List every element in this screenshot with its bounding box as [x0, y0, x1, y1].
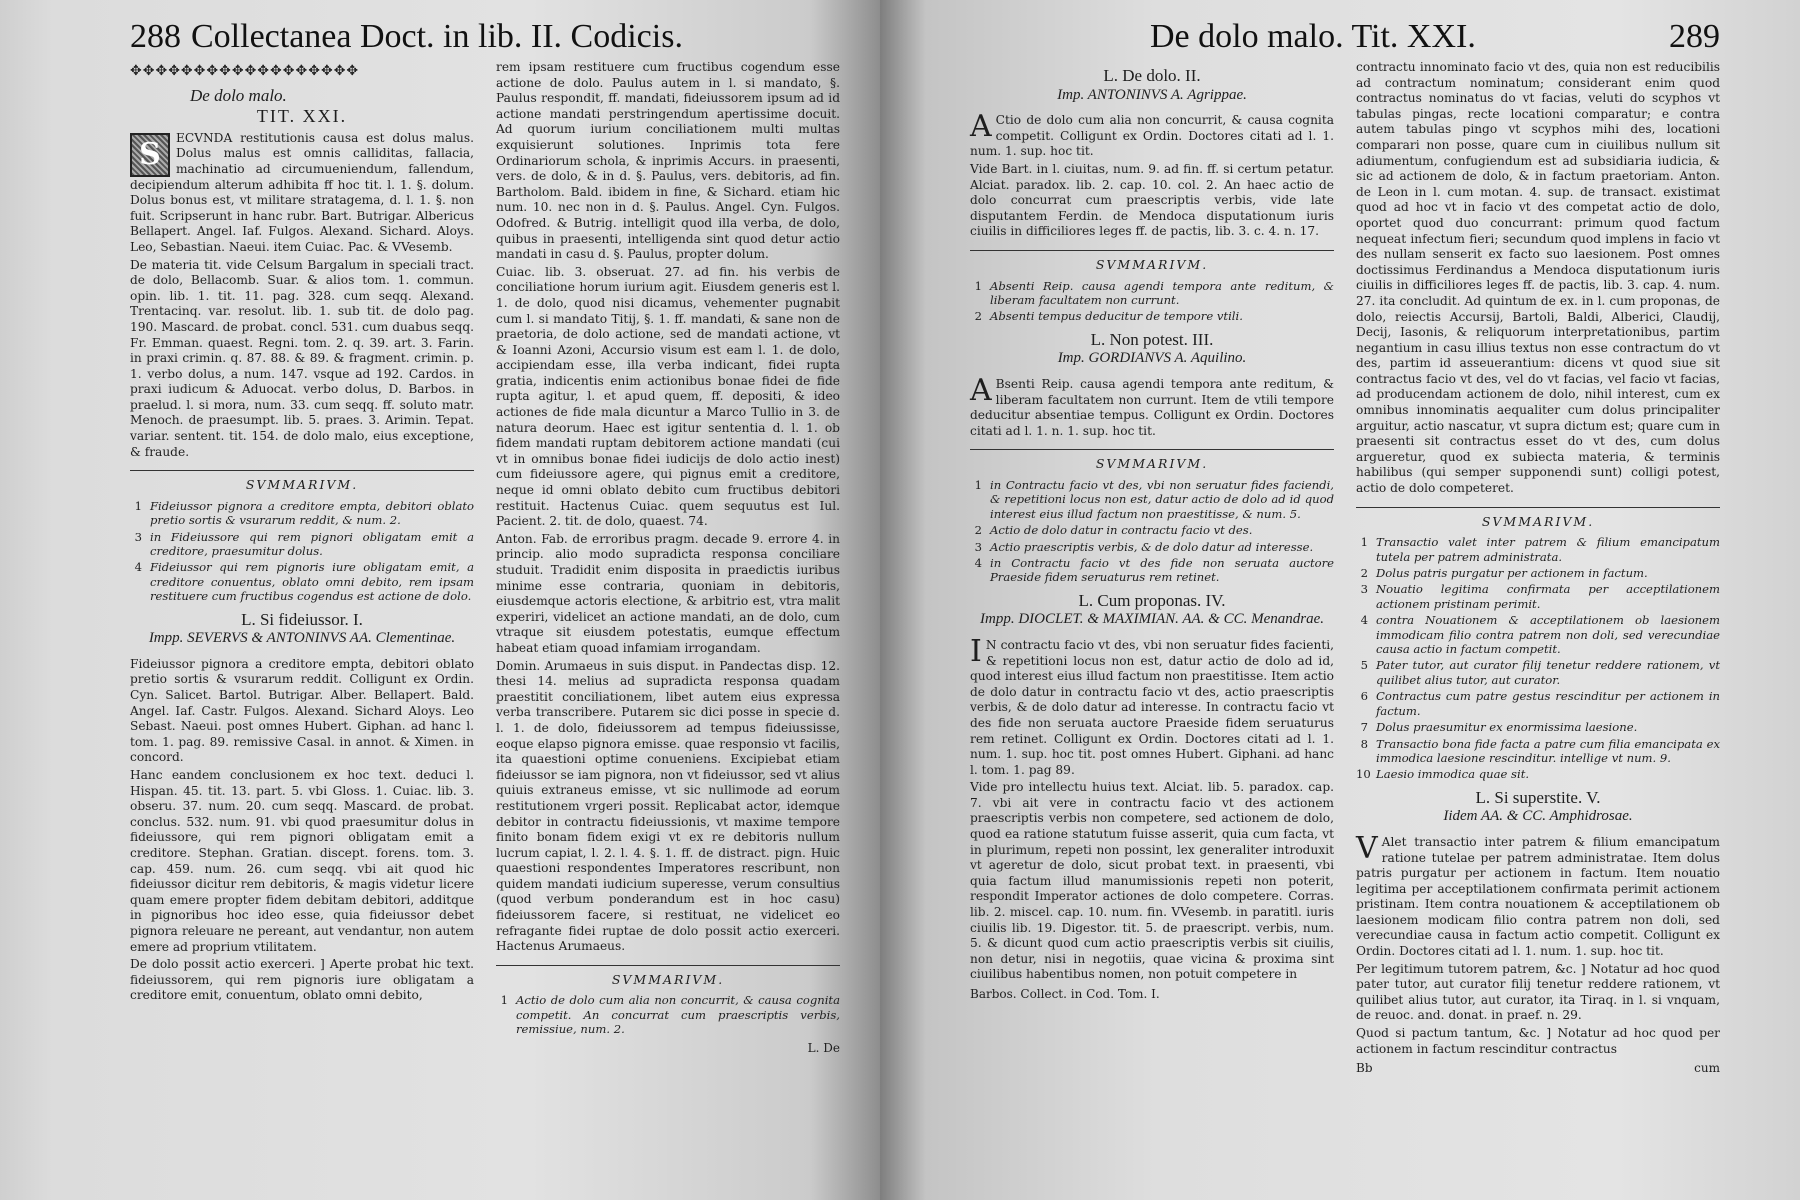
law-1-paragraph-2: Hanc eandem conclusionem ex hoc text. deduci l. Hispan. 45. tit. 13. part. 5. vbi Gloss. 1. Cuiac. lib. 3. obseru. 37. num. 20. cum seqq. Mascard. de probat. conclus. 532. num. 91. vbi quod praesumitur dolus in fideiussore, qui rem pignori obligatam emit a creditore. Stephan. Gratian. discept. forens. tom. 3. cap. 459. num. 26. cum seqq. vbi ait quod hic fideiussor dicitur rem debitoris, & magis videtur licere quam emere propter fidem debitam debitori, additque in pignoribus hoc ideo esse, quia fideiussor debet pignora releuare ne pereant, aut vendantur, non autem emere ad proprium vtilitatem.	[130, 768, 474, 954]
summarium-heading-5: SVMMARIVM.	[1356, 507, 1720, 530]
summarium-item: 1 Absenti Reip. causa agendi tempora ante reditum, & liberam facultatem non currunt.	[974, 278, 1334, 307]
summarium-item: 1 in Contractu facio vt des, vbi non seruatur fides faciendi, & repetitioni locus non est, datur actio de dolo ad id quod interest eius illud factum non praestitisse, & num. 5.	[974, 477, 1334, 521]
law-2-paragraph-2: Vide Bart. in l. ciuitas, num. 9. ad fin. ff. si certum petatur. Alciat. paradox. lib. 2. cap. 10. col. 2. An haec actio de dolo concurrat cum praescriptis verbis, vide late disputantem Ferdin. de Mendoca disputationum iuris ciuilis in difficiliores leges ff. de pactis, lib. 3. c. 4. n. 17.	[970, 161, 1334, 239]
ornament-band: ✥✥✥✥✥✥✥✥✥✥✥✥✥✥✥✥✥✥	[130, 64, 360, 79]
summarium-item: 1 Fideiussor pignora a creditore empta, debitori oblato pretio sortis & vsurarum reddit, & num. 2.	[134, 498, 474, 528]
summarium-item: 5 Pater tutor, aut curator filij tenetur reddere rationem, vt quilibet alius tutor, aut curator.	[1360, 658, 1720, 687]
right-col-2	[1356, 60, 1720, 1077]
intro-paragraph	[130, 131, 474, 256]
summarium-item: 3 in Fideiussore qui rem pignori obligatam emit a creditore, praesumitur dolus.	[134, 529, 474, 559]
left-col-2	[496, 60, 840, 1056]
summarium-item: 2 Actio de dolo datur in contractu facio vt des.	[974, 523, 1253, 538]
summarium-item: 4 Fideiussor qui rem pignoris iure obligatam emit, a creditore conuentus, oblato omni debito, rem ipsam restituere cum fructibus cogendus est actione de dolo.	[134, 560, 474, 604]
law-1-paragraph: Fideiussor pignora a creditore empta, debitori oblato pretio sortis & vsurarum reddit. Colligunt ex Ordin. Cyn. Salicet. Bartol. Butrigar. Alber. Bellapert. Bald. Angel. Iaf. Castr. Fulgos. Alexand. Sichard Aloys. Leo Sebast. Naeui. post omnes Hubert. Giphan. ad hanc l. tom. 1. pag. 89. remissive Casal. in annot. & Ximen. in concord.	[130, 656, 474, 765]
summarium-list-3	[970, 279, 1334, 324]
col4-paragraph: contractu innominato facio vt des, quia non est reducibilis ad contractum nominatum; considerant enim quod contractus nominatus do vt facias, veluti do scyphos vt tabulas pingas, recte locationi comparatur; e contra autem tabulas pingo vt scyphos mihi des, locationi comparari non posse, quare cum in ciuilibus nullum sit adiumentum, confugiendum est ad subsidiaria iudicia, & sic ad actionem de dolo, & in factum praetoriam. Anton. de Leon in l. cum motan. 4. sup. de transact. existimat quod ad hoc vt in facio vt des competat actio de dolo, oportet quod duo concurrant: primum quod factum nequeat infectum fieri; secundum quod implens in facio vt des nullam senserit ex facto suo laesionem. Post omnes doctissimus Ferdinandus a Mendoca disputationum iuris ciuilis in difficiliores leges ff. de pactis, lib. 3. cap. 4. num. 27. ita concludit. Ad quintum de ex. in l. cum proponas, de dolo, reiectis Accursij, Bartoli, Baldi, Alberici, Claudij, Decij, Iasonis, & reliquorum interpretationibus, partim negantium in casu illius textus non esse contractum do vt des, partim id asseuerantium: dicens vt quod siue sit contractus facio vt des, vel do vt facias, vel facio vt facias, ad producendam actionem de dolo, nihil interest, cum ex omnibus innominatis aequaliter cum dolus principaliter arguitur, actio nascatur, vt supra dictum est; quare cum in praesenti sit contractus esset do vt des, cum dolus argueretur, quod ex subiecta materia, & terminis habilibus (qui semper supponendi sunt) colligi potest, actio de dolo competeret.	[1356, 60, 1720, 496]
left-page-number: 288	[130, 18, 181, 55]
summarium-item: 2 Absenti tempus deducitur de tempore vtili.	[974, 309, 1243, 324]
law-heading-4: L. Cum proponas. IV.	[1078, 590, 1226, 610]
intro-text: ECVNDA restitutionis causa est dolus malus. Dolus malus est omnis calliditas, fallacia, machinatio ad circumueniendum, fallendum, decipiendum alterum adhibita ff hoc tit. l. 1. §. dolum. Dolus bonus est, vt militare stratagema, d. l. 1. §. non fuit. Scripserunt in hanc rubr. Bart. Butrigar. Albericus Bellapert. Angel. Iaf. Fulgos. Alexand. Sichard. Aloys. Leo, Sebastian. Naeui. item Cuiac. Pac. & VVesemb.	[130, 130, 474, 254]
law-2-paragraph: A Ctio de dolo cum alia non concurrit, & causa cognita competit. Colligunt ex Ordin. Doctores citati ad l. 1. num. 1. sup. hoc tit.	[970, 109, 1334, 159]
summarium-item: 8 Transactio bona fide facta a patre cum filia emancipata ex immodica laesione rescinditur. intellige vt num. 9.	[1360, 736, 1720, 765]
summarium-heading-2: SVMMARIVM.	[496, 965, 840, 988]
summarium-list-1	[130, 499, 474, 604]
left-catchword: L. De	[807, 1040, 840, 1055]
dropcap-ornament: S	[130, 133, 170, 177]
law-4-paragraph: I N contractu facio vt des, vbi non seruatur fides facienti, & repetitioni locus non est, datur actio de dolo ad id, quod interest eius illud factum non praestitisse. Item actio de dolo datur in contractu facio vt des, actio praescriptis verbis, & de dolo datur ad interesse. In contractu facio vt des fide non seruata auctore Praeside fidem seruaturus rem retinet. Colligunt ex Ordin. Doctores citati ad l. 1. num. 1. sup. hoc tit. post omnes Hubert. Giphani. ad hanc l. tom. 1. pag 89.	[970, 633, 1334, 777]
summarium-heading-1: SVMMARIVM.	[130, 470, 474, 493]
left-footer	[496, 1041, 840, 1057]
right-page-number: 289	[1669, 18, 1720, 55]
summarium-item: 7 Dolus praesumitur ex enormissima laesione.	[1360, 720, 1638, 735]
left-running-head	[130, 18, 840, 60]
law-5-paragraph: V Alet transactio inter patrem & filium emancipatum ratione tutelae per patrem administratae. Item dolus patris purgatur per actionem in factum. Item nouatio legitima per acceptilationem confirmata perimit actionem pristinam. Item contra nouationem & acceptilationem ob laesionem modicam filio contra patrem non doli, sed verecundiae causa in factum actio competit. Colligunt ex Ordin. Doctores citati ad l. 1. num. 1. sup. hoc tit.	[1356, 830, 1720, 959]
right-col-1	[970, 60, 1334, 1077]
right-footer	[1356, 1061, 1720, 1077]
summarium-item: 6 Contractus cum patre gestus rescinditur per actionem in factum.	[1360, 689, 1720, 718]
section-title-de-dolo: De dolo malo.	[190, 85, 287, 105]
imperator-heading-4: Impp. DIOCLET. & MAXIMIAN. AA. & CC. Menandrae.	[980, 611, 1324, 628]
law-heading-1: L. Si fideiussor. I.	[241, 609, 363, 629]
right-running-title: De dolo malo. Tit. XXI.	[1150, 18, 1476, 55]
summarium-item: 2 Dolus patris purgatur per actionem in factum.	[1360, 566, 1648, 581]
col2-paragraph-3: Anton. Fab. de erroribus pragm. decade 9. errore 4. in princip. alio modo supradicta responsa conciliare studuit. Tradidit enim disposita in praedictis iuribus minime esse contraria, quoniam in debitoris, eiusdemque actoris electione, & arbitrio est, vtra malit experiri, videlicet an actione mandati, an de dolo, cum vtraque sit eiusdem potestatis, eumque effectum habeat etiam quoad infamiam irrogandam.	[496, 531, 840, 655]
summarium-item: 1 Transactio valet inter patrem & filium emancipatum tutela per patrem administrata.	[1360, 535, 1720, 564]
right-page	[880, 0, 1800, 1200]
summarium-heading-4: SVMMARIVM.	[970, 449, 1334, 472]
summarium-item: 10 Laesio immodica quae sit.	[1356, 767, 1530, 782]
right-catchword: cum	[1694, 1061, 1720, 1076]
left-running-title: Collectanea Doct. in lib. II. Codicis.	[191, 18, 683, 55]
imperator-heading-1: Impp. SEVERVS & ANTONINVS AA. Clementinae.	[148, 630, 456, 647]
col2-paragraph-1: rem ipsam restituere cum fructibus cogendum esse actione de dolo. Paulus autem in l. si mandato, §. Paulus respondit, ff. mandati, fideiussorem ipsum ad id actione mandati perstringendum apertissime docuit. Ad quorum iurium conciliationem multi multas exquisierunt solutiones. Inprimis tota fere Ordinariorum schola, & inprimis Accurs. in praesenti, vers. de dolo, & in d. §. Paulus, vers. debitoris, ad fin. Bartholom. Bald. ibidem in fine, & Sichard. etiam hic num. 10. nec non in d. §. Paulus. Angel. Cyn. Fulgos. Odofred. & Butrig. intelligit quod illa verba, de dolo, quibus in praesenti, intelligenda sint quod detur actio mandati in casu d. §. Paulus, propter dolum.	[496, 60, 840, 262]
imperator-heading-2: Imp. ANTONINVS A. Agrippae.	[1057, 86, 1247, 103]
summarium-item: 3 Nouatio legitima confirmata per acceptilationem actionem pristinam perimit.	[1360, 582, 1720, 611]
right-running-head	[970, 18, 1720, 60]
summarium-item: 4 contra Nouationem & acceptilationem ob laesionem immodicam filio contra patrem non doli, sed verecundiae causa actio in factum competit.	[1360, 613, 1720, 657]
right-footer-left	[970, 987, 1334, 1003]
imperator-heading-5: Iidem AA. & CC. Amphidrosae.	[1443, 808, 1633, 825]
law-5-paragraph-2: Per legitimum tutorem patrem, &c. ] Notatur ad hoc quod pater tutor, aut curator filij tenetur reddere rationem, vt quilibet alius tutor, aut curator, ita Tiraq. in l. si vnquam, de reuoc. and. donat. in praef. n. 29.	[1356, 961, 1720, 1023]
left-col-1	[130, 60, 474, 1056]
col2-paragraph-2: Cuiac. lib. 3. obseruat. 27. ad fin. his verbis de conciliatione horum iurium agit. Eiusdem generis est l. 1. de dolo, quod nisi dicamus, vehementer pugnabit cum l. si mandato Titij, §. 1. ff. mandati, & sane non de praetoria, de dolo actione, sed de mandati actione, vt & Ioanni Azoni, Accursio visum est eam l. 1. de dolo, accipiendam esse, illa verba indicant, fidei rupta gratia, indicentis enim actionibus bonae fidei de fide rupta agitur, l. et apud quem, ff. depositi, & ideo actiones de fide mala dicuntur a Marco Tullio in 3. de natura deorum. Haec est igitur sententia d. l. 1. ob fidem mandati ruptam debitorem actione mandati (cui vt in omnibus bonae fidei iudicijs de dolo actio inest) cum fideiussore agere, qui pignus emit a creditore, neque id omni oblato debito cum fructibus debitori restituit. Hactenus Cuiac. quem sequutus est Iul. Pacient. 2. tit. de dolo, quaest. 74.	[496, 264, 840, 529]
right-columns	[970, 60, 1720, 1077]
intro-paragraph-2: De materia tit. vide Celsum Bargalum in speciali tract. de dolo, Bellacomb. Suar. & alios tom. 1. commun. opin. lib. 1. tit. 11. pag. 328. cum seqq. Alexand. Trentacinq. var. resolut. lib. 1. sub tit. de dolo pag. 190. Mascard. de probat. concl. 531. cum duabus seqq. Fr. Emman. quaest. Regni. tom. 2. q. 39. art. 3. Farin. in praxi crimin. q. 87. 88. & 89. & fragment. crimin. p. 1. verbo dolus, a num. 147. vsque ad 192. Cardos. in praxi iudicum & Aduocat. verbo dolus, D. Barbos. in praelud. l. si mora, num. 33. cum seqq. ff. soluto matr. Menoch. de praesumpt. lib. 5. praes. 3. Arimin. Tepat. variar. sentent. tit. 154. de dolo malo, eius exceptione, & fraude.	[130, 257, 474, 459]
col2-paragraph-4: Domin. Arumaeus in suis disput. in Pandectas disp. 12. thesi 14. melius ad supradicta responsa quadam praestitit conciliationem, libet autem eius expressa verba transcribere. Putarem sic dici posse in specie d. l. 1. de dolo, fideiussorem ad tempus fideiussisse, eoque elapso pignora emisse. quae responsio vt facilis, ita quaestioni optime conueniens. Excipiebat etiam fideiussor se iam pignora, non vt fideiussor, sed vt alius quiuis extraneus emisse, vt sic nullimode ad eorum restitutionem vrgeri possit. Replicabat actor, idemque debitor in contractu fideiussionis, vt maxime tempore finito bonam fidem exigi vt ex re debitoris nullum lucrum capiat, l. 2. l. 4. §. 1. ff. de distract. pign. Huic quaestioni respondentes Imperatores rescribunt, non quidem mandati iudicium superesse, verum consultius (quod verbum ponderandum est in hoc casu) fideiussorem facere, si restituat, ne videlicet eo refragante fidei ruptae de dolo possit actio exerceri. Hactenus Arumaeus.	[496, 658, 840, 954]
section-title-tit: TIT. XXI.	[256, 106, 348, 127]
left-columns	[130, 60, 840, 1056]
law-1-paragraph-3: De dolo possit actio exerceri. ] Aperte probat hic text. fideiussorem, qui rem pignoris iure obligatam a creditore emit, conuentum, oblato omni debito,	[130, 957, 474, 1003]
signature-mark: Bb	[1356, 1061, 1373, 1076]
footer-imprint: Barbos. Collect. in Cod. Tom. I.	[970, 987, 1160, 1001]
imperator-heading-3: Imp. GORDIANVS A. Aquilino.	[1057, 350, 1247, 367]
summarium-item: 1 Actio de dolo cum alia non concurrit, & causa cognita competit. An concurrat cum praescriptis verbis, remissiue, num. 2.	[500, 993, 840, 1037]
summarium-heading-3: SVMMARIVM.	[970, 250, 1334, 273]
law-heading-5: L. Si superstite. V.	[1475, 787, 1601, 807]
law-heading-3: L. Non potest. III.	[1090, 329, 1214, 349]
law-3-paragraph: A Bsenti Reip. causa agendi tempora ante reditum, & liberam facultatem non currunt. Item de vtili tempore deducitur absentiae tempus. Colligunt ex Ordin. Doctores citati ad l. 1. n. 1. sup. hoc tit.	[970, 372, 1334, 438]
law-4-paragraph-2: Vide pro intellectu huius text. Alciat. lib. 5. paradox. cap. 7. vbi ait vere in contractu facio vt des actionem praescriptis verbis non competere, sed actionem de dolo, quod ea ratione statutum fuisse asserit, quia cum facta, vt in plurimum, repeti non possint, lex generaliter introduxit vt ageretur de dolo, sicut probat text. in praesenti, vbi quia factum illud manumissionis repeti non poterit, respondit Imperator actiones de dolo competere. Corras. lib. 2. miscel. cap. 10. num. fin. VVesemb. in paratitl. iuris ciuilis lib. 19. Digestor. tit. 5. de praescript. verbis, num. 5. & dicunt quod cum actio praescriptis verbis sit ciuilis, non detur, nisi in negotiis, quae vicina & proxima sint ciuilibus habentibus nomen, non potuit competere in	[970, 780, 1334, 982]
summarium-list-2	[496, 993, 840, 1036]
summarium-list-4	[970, 478, 1334, 585]
law-5-paragraph-3: Quod si pactum tantum, &c. ] Notatur ad hoc quod per actionem in factum rescinditur contractus	[1356, 1026, 1720, 1056]
summarium-list-5	[1356, 535, 1720, 782]
law-heading-2: L. De dolo. II.	[1103, 66, 1201, 85]
summarium-item: 3 Actio praescriptis verbis, & de dolo datur ad interesse.	[974, 539, 1314, 554]
summarium-item: 4 in Contractu facio vt des fide non seruata auctore Praeside fidem seruaturus rem retinet.	[974, 555, 1334, 585]
left-page	[0, 0, 880, 1200]
